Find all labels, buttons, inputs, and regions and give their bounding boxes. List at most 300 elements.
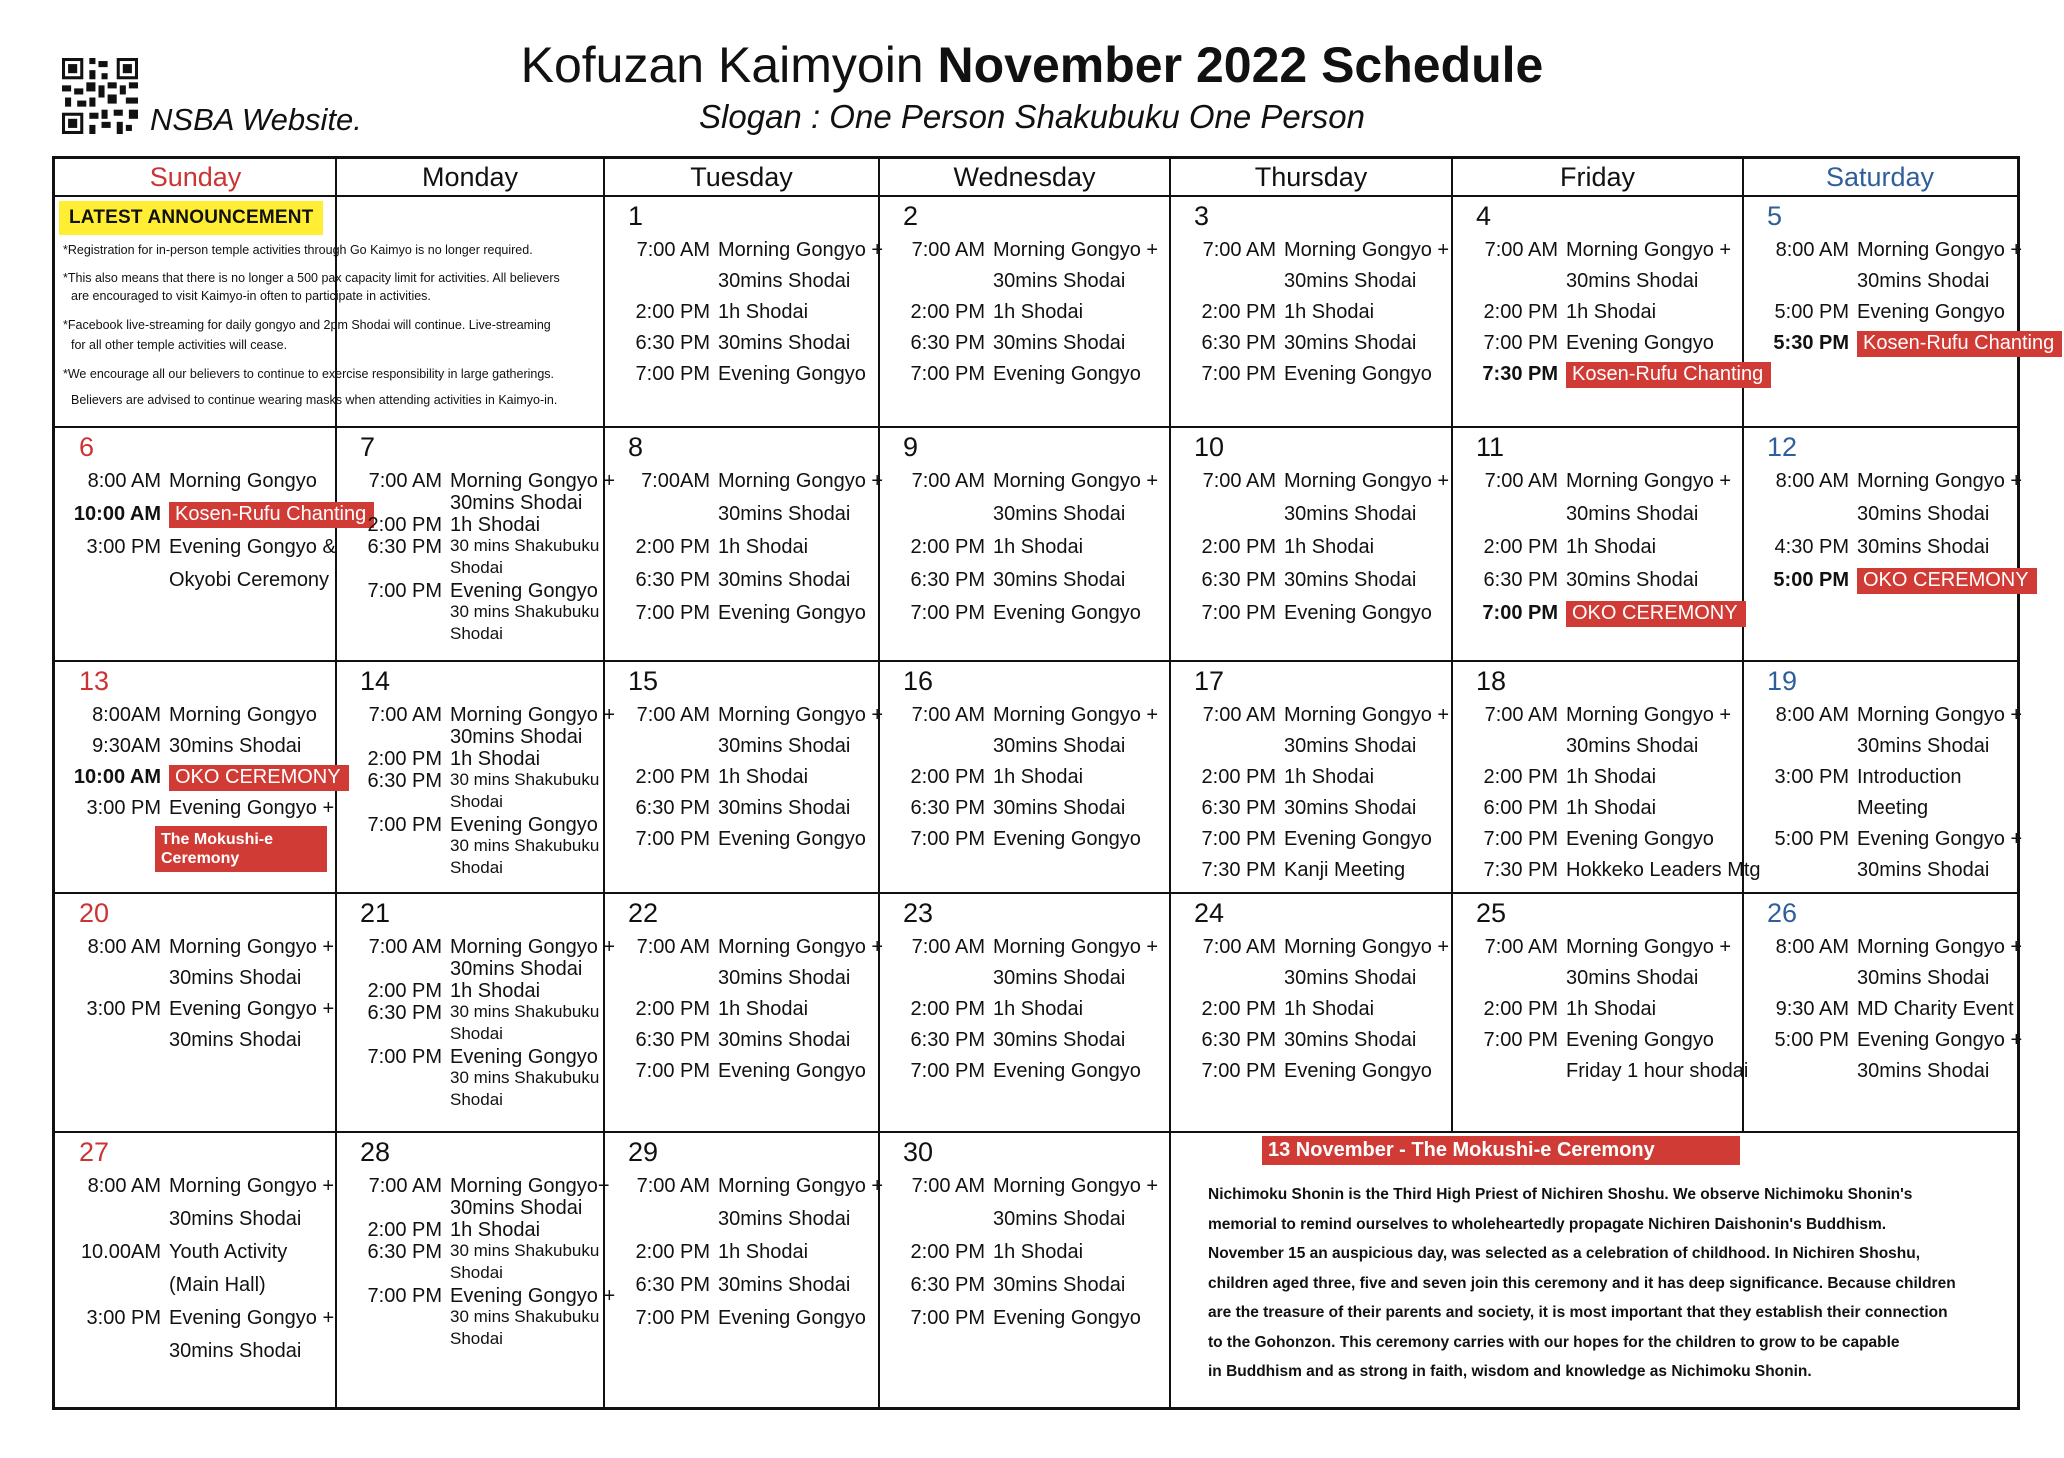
day-number: 26 (1767, 898, 1798, 928)
event-time: 3:00 PM (86, 998, 161, 1020)
event-time: 6:30 PM (635, 332, 710, 354)
event-description: 30mins Shodai (1284, 270, 1417, 292)
event-row (55, 936, 335, 966)
event-description: 1h Shodai (993, 536, 1084, 558)
event-row (1170, 301, 1451, 331)
day-cell-12[interactable] (1743, 428, 2029, 660)
day-number: 28 (360, 1137, 391, 1167)
event-row (1452, 332, 1742, 362)
event-time: 5:00 PM (1774, 828, 1849, 850)
event-highlight-badge (1857, 332, 2062, 355)
event-description: 30mins Shodai (993, 270, 1126, 292)
event-row (1170, 936, 1451, 966)
day-number: 16 (903, 666, 934, 696)
event-description: 1h Shodai (450, 980, 541, 1002)
day-cell-4[interactable] (1452, 197, 1764, 426)
event-time: 7:30 PM (1483, 859, 1558, 881)
title-bold: November 2022 Schedule (937, 37, 1544, 93)
event-time: 6:30 PM (1201, 797, 1276, 819)
event-row (879, 797, 1169, 827)
day-number: 2 (903, 201, 919, 231)
event-row (1452, 797, 1742, 827)
event-time: 7:00 AM (636, 704, 710, 726)
event-row (879, 1274, 1169, 1304)
event-description: Shodai (450, 1329, 503, 1348)
event-description: 30mins Shodai (1857, 270, 1990, 292)
paragraph-line: are the treasure of their parents and society, it is most important that they establish their connection (1208, 1304, 1948, 1321)
event-description: Evening Gongyo (1284, 363, 1432, 385)
event-description: 30mins Shodai (450, 958, 583, 980)
event-time: 7:00 AM (368, 936, 442, 958)
event-description: Morning Gongyo (169, 470, 317, 492)
weekday-header-row (55, 159, 2017, 197)
event-description: 30mins Shodai (1284, 735, 1417, 757)
event-description: Evening Gongyo (450, 580, 598, 602)
event-description: Evening Gongyo (993, 828, 1141, 850)
event-description: Meeting (1857, 797, 1929, 819)
event-description: 30mins Shodai (1857, 503, 1990, 525)
event-row (1452, 301, 1742, 331)
event-description: Morning Gongyo + (1566, 936, 1732, 958)
event-row (604, 936, 884, 966)
event-time: 7:00 AM (1484, 239, 1558, 261)
event-row (879, 1208, 1169, 1238)
event-time: 7:00 PM (635, 1307, 710, 1329)
event-description: 30mins Shodai (993, 967, 1126, 989)
event-time: 6:30 PM (1201, 1029, 1276, 1051)
event-time: 6:30 PM (1201, 569, 1276, 591)
day-cell-7[interactable] (336, 428, 616, 660)
event-description: 1h Shodai (450, 748, 541, 770)
event-time: 7:00 AM (368, 1175, 442, 1197)
event-time: 7:00 PM (1201, 602, 1276, 624)
event-row (879, 704, 1169, 734)
day-cell-28[interactable] (336, 1133, 616, 1407)
event-description: 30mins Shodai (993, 569, 1126, 591)
event-description: 1h Shodai (1566, 797, 1657, 819)
event-description: Morning Gongyo + (718, 1175, 884, 1197)
event-time: 7:00 PM (1483, 332, 1558, 354)
day-cell-25[interactable] (1452, 894, 1749, 1131)
event-time: 6:30 PM (635, 1029, 710, 1051)
event-time: 6:30 PM (910, 569, 985, 591)
event-description: Morning Gongyo + (1284, 704, 1450, 726)
event-description: MD Charity Event (1857, 998, 2014, 1020)
event-description: 30mins Shodai (718, 332, 851, 354)
event-row (1170, 967, 1451, 997)
day-cell-26[interactable] (1743, 894, 2023, 1131)
event-description: Evening Gongyo (450, 1046, 598, 1068)
event-time: 6:30 PM (910, 332, 985, 354)
event-row (55, 536, 335, 566)
weekday-thursday: Thursday (1254, 162, 1368, 192)
event-description: Evening Gongyo (1857, 301, 2005, 323)
event-description: Morning Gongyo + (1284, 239, 1450, 261)
event-description: Evening Gongyo (993, 1307, 1141, 1329)
event-time: 7:00 AM (1202, 936, 1276, 958)
event-row (336, 1090, 603, 1120)
event-description: 30mins Shodai (718, 270, 851, 292)
event-time: 3:00 PM (86, 797, 161, 819)
event-description: 1h Shodai (993, 766, 1084, 788)
event-time: 9:30 AM (1775, 998, 1849, 1020)
highlight-label: OKO CEREMONY (169, 765, 349, 791)
event-time: 8:00 AM (1775, 936, 1849, 958)
weekday-friday: Friday (1559, 162, 1635, 192)
event-row (1743, 998, 2017, 1028)
event-description: Evening Gongyo + (1857, 828, 2023, 850)
title-regular: Kofuzan Kaimyoin (520, 37, 924, 93)
event-row (55, 1208, 335, 1238)
event-description: 30mins Shodai (993, 735, 1126, 757)
event-time: 6:30 PM (910, 1274, 985, 1296)
highlight-label: Kosen-Rufu Chanting (169, 502, 374, 528)
event-description: 30 mins Shakubuku (450, 1002, 600, 1021)
day-cell-11[interactable] (1452, 428, 1742, 660)
day-cell-15[interactable] (604, 662, 884, 892)
event-time: 7:00 PM (1483, 828, 1558, 850)
event-description: 30mins Shodai (993, 797, 1126, 819)
day-number: 21 (360, 898, 391, 928)
event-row (1452, 828, 1742, 858)
day-cell-23[interactable] (879, 894, 1169, 1131)
event-description: Evening Gongyo (718, 602, 866, 624)
day-number: 20 (79, 898, 110, 928)
event-row (604, 569, 878, 599)
announcement-line: *This also means that there is no longer a 500 pax capacity limit for activities. All believers (63, 271, 560, 285)
event-row (1452, 998, 1742, 1028)
event-time: 7:00 AM (1484, 704, 1558, 726)
event-row (879, 536, 1169, 566)
event-description: 30mins Shodai (1284, 967, 1417, 989)
event-time: 2:00 PM (635, 998, 710, 1020)
day-cell-17[interactable] (1170, 662, 1451, 892)
day-number: 8 (628, 432, 644, 462)
event-time: 7:00 AM (636, 936, 710, 958)
day-cell-9[interactable] (879, 428, 1169, 660)
event-time: 2:00 PM (635, 1241, 710, 1263)
day-cell-1[interactable] (604, 197, 884, 426)
event-time: 8:00 AM (1775, 470, 1849, 492)
event-row (879, 332, 1169, 362)
event-row (1170, 1060, 1451, 1090)
event-row (1170, 569, 1451, 599)
paragraph-line: in Buddhism and as strong in faith, wisdom and knowledge as Nichimoku Shonin. (1208, 1363, 1812, 1380)
event-time: 2:00 PM (910, 998, 985, 1020)
event-description: Evening Gongyo + (169, 797, 335, 819)
event-time: 6:30 PM (1483, 569, 1558, 591)
event-row (879, 936, 1169, 966)
event-time: 7:00 PM (1483, 1029, 1558, 1051)
event-description: Morning Gongyo + (450, 704, 616, 726)
event-time: 5:00 PM (1774, 301, 1849, 323)
event-row (1452, 1060, 1749, 1090)
event-description: Morning Gongyo + (169, 1175, 335, 1197)
event-row (55, 1241, 335, 1271)
event-description: 30mins Shodai (1566, 569, 1699, 591)
event-description: Morning Gongyo + (169, 936, 335, 958)
event-description: 30mins Shodai (1566, 270, 1699, 292)
event-description: 30mins Shodai (718, 503, 851, 525)
event-description: 30mins Shodai (1857, 536, 1990, 558)
event-row (879, 503, 1169, 533)
day-number: 18 (1476, 666, 1507, 696)
event-row (1452, 1029, 1742, 1059)
day-cell-29[interactable] (604, 1133, 884, 1407)
mokushi-e-paragraph (1208, 1180, 1998, 1387)
day-cell-19[interactable] (1743, 662, 2023, 892)
event-description: 30mins Shodai (718, 967, 851, 989)
event-time: 8:00AM (92, 704, 161, 726)
event-row (1452, 503, 1742, 533)
event-description: Evening Gongyo (718, 1060, 866, 1082)
event-description: Evening Gongyo (1284, 828, 1432, 850)
event-description: Morning Gongyo + (1284, 470, 1450, 492)
day-cell-22[interactable] (604, 894, 884, 1131)
event-description: 30mins Shodai (450, 492, 583, 514)
event-row (879, 766, 1169, 796)
event-time: 5:00 PM (1773, 569, 1849, 591)
event-description: 1h Shodai (718, 998, 809, 1020)
event-row (879, 1175, 1169, 1205)
event-time: 2:00 PM (635, 301, 710, 323)
day-number: 5 (1767, 201, 1783, 231)
event-row (1170, 766, 1451, 796)
day-cell-2[interactable] (879, 197, 1169, 426)
event-description: 30mins Shodai (718, 1274, 851, 1296)
event-row (55, 1307, 335, 1337)
event-row (1170, 332, 1451, 362)
event-row (1170, 1029, 1451, 1059)
day-number: 24 (1194, 898, 1225, 928)
event-description: 30 mins Shakubuku (450, 1241, 600, 1260)
event-time: 7:00 AM (911, 470, 985, 492)
event-description: Morning Gongyo + (993, 704, 1159, 726)
event-time: 2:00 PM (1483, 766, 1558, 788)
event-row (1743, 470, 2023, 500)
event-time: 5:00 PM (1774, 1029, 1849, 1051)
event-time: 2:00 PM (367, 748, 442, 770)
event-description: Morning Gongyo + (993, 1175, 1159, 1197)
event-row (55, 569, 335, 599)
day-cell-5[interactable] (1743, 197, 2055, 426)
event-time: 7:00 PM (910, 1307, 985, 1329)
event-time: 7:00 AM (636, 239, 710, 261)
event-time: 7:00 PM (910, 828, 985, 850)
event-description: Morning Gongyo + (993, 239, 1159, 261)
event-time: 7:00 PM (367, 580, 442, 602)
event-time: 2:00 PM (1483, 536, 1558, 558)
event-row (55, 1340, 335, 1370)
event-description: Morning Gongyo + (1857, 470, 2023, 492)
event-description: Evening Gongyo (1284, 1060, 1432, 1082)
event-time: 8:00 AM (87, 1175, 161, 1197)
weekday-tuesday: Tuesday (690, 162, 793, 192)
event-description: 30mins Shodai (1284, 1029, 1417, 1051)
event-time: 3:00 PM (86, 536, 161, 558)
event-description: Morning Gongyo + (1857, 936, 2023, 958)
event-description: Okyobi Ceremony (169, 569, 330, 591)
event-time: 3:00 PM (86, 1307, 161, 1329)
event-row (879, 363, 1169, 393)
event-description: 1h Shodai (450, 1219, 541, 1241)
event-description: Morning Gongyo + (718, 470, 884, 492)
day-number: 6 (79, 432, 95, 462)
event-row (604, 1060, 878, 1090)
event-time: 2:00 PM (367, 980, 442, 1002)
event-time: 7:00 PM (635, 363, 710, 385)
event-row (55, 503, 367, 533)
event-row (604, 1029, 878, 1059)
event-description: Shodai (450, 558, 503, 577)
mokushi-e-title: 13 November - The Mokushi-e Ceremony (1262, 1136, 1740, 1165)
day-cell-14[interactable] (336, 662, 616, 892)
day-cell-18[interactable] (1452, 662, 1761, 892)
event-row (1452, 704, 1742, 734)
event-description: 30mins Shodai (718, 797, 851, 819)
day-cell-24[interactable] (1170, 894, 1451, 1131)
weekday-wednesday: Wednesday (953, 162, 1096, 192)
event-description: Evening Gongyo (1566, 828, 1714, 850)
event-row (604, 766, 878, 796)
event-description: Morning Gongyo (169, 704, 317, 726)
event-description: Evening Gongyo (718, 363, 866, 385)
event-row (604, 1274, 878, 1304)
day-cell-13[interactable] (55, 662, 341, 892)
event-time: 2:00 PM (1201, 998, 1276, 1020)
event-description: Morning Gongyo + (718, 704, 884, 726)
event-time: 5:30 PM (1773, 332, 1849, 354)
event-description: Evening Gongyo (1566, 332, 1714, 354)
event-row (1452, 936, 1742, 966)
event-row (879, 270, 1169, 300)
day-cell-8[interactable] (604, 428, 884, 660)
event-time: 7:00 AM (911, 1175, 985, 1197)
event-description: Morning Gongyo + (1566, 470, 1732, 492)
event-time: 6:30 PM (910, 797, 985, 819)
event-description: 1h Shodai (718, 1241, 809, 1263)
event-description: 30mins Shodai (1284, 569, 1417, 591)
event-description: 30 mins Shakubuku (450, 602, 600, 621)
event-description: 30mins Shodai (169, 967, 302, 989)
day-cell-16[interactable] (879, 662, 1169, 892)
event-time: 2:00 PM (367, 514, 442, 536)
event-description: 30mins Shodai (718, 569, 851, 591)
event-description: Morning Gongyo + (1857, 704, 2023, 726)
event-row (879, 569, 1169, 599)
event-row (1452, 569, 1742, 599)
mokushi-e-ceremony-badge: The Mokushi-e Ceremony (155, 826, 327, 872)
event-row (1743, 503, 2017, 533)
event-time: 7:30 PM (1201, 859, 1276, 881)
event-description: Evening Gongyo + (1857, 1029, 2023, 1051)
event-row (604, 470, 884, 500)
event-row (604, 503, 878, 533)
event-row (1452, 239, 1742, 269)
event-time: 2:00 PM (635, 766, 710, 788)
event-row (879, 470, 1169, 500)
day-cell-3[interactable] (1170, 197, 1451, 426)
event-description: Morning Gongyo + (450, 936, 616, 958)
day-cell-10[interactable] (1170, 428, 1451, 660)
event-row (604, 998, 878, 1028)
day-cell-6[interactable] (55, 428, 367, 660)
weekday-saturday: Saturday (1825, 162, 1935, 192)
event-description: 1h Shodai (1566, 301, 1657, 323)
day-cell-20[interactable] (55, 894, 335, 1131)
event-time: 7:00 AM (1202, 239, 1276, 261)
day-number: 7 (360, 432, 376, 462)
day-number: 27 (79, 1137, 110, 1167)
event-time: 7:00 AM (368, 704, 442, 726)
event-row (879, 735, 1169, 765)
event-description: 30mins Shodai (1857, 735, 1990, 757)
event-highlight-badge (169, 766, 349, 789)
day-cell-30[interactable] (879, 1133, 1169, 1407)
event-time: 8:00 AM (87, 470, 161, 492)
event-time: 7:00 PM (910, 602, 985, 624)
event-row (1743, 239, 2023, 269)
announcement-line: *Registration for in-person temple activities through Go Kaimyo is no longer required. (63, 243, 533, 257)
event-row (604, 1241, 878, 1271)
event-row (604, 1208, 878, 1238)
event-row (1743, 1060, 2017, 1090)
event-description: Introduction (1857, 766, 1962, 788)
event-row (55, 797, 335, 827)
event-row (1743, 766, 2017, 796)
event-time: 2:00 PM (910, 1241, 985, 1263)
event-time: 10.00AM (80, 1241, 161, 1263)
day-cell-21[interactable] (336, 894, 616, 1131)
event-description: 30mins Shodai (993, 503, 1126, 525)
event-row (1170, 363, 1451, 393)
event-description: Shodai (450, 792, 503, 811)
event-description: 30mins Shodai (169, 1340, 302, 1362)
event-time: 7:00 AM (911, 239, 985, 261)
event-description: Morning Gongyo + (993, 936, 1159, 958)
event-row (1170, 859, 1451, 889)
event-description: Evening Gongyo (993, 363, 1141, 385)
event-description: Evening Gongyo & (169, 536, 336, 558)
event-row (1743, 536, 2017, 566)
event-description: Evening Gongyo + (169, 998, 335, 1020)
event-row (879, 998, 1169, 1028)
slogan: Slogan : One Person Shakubuku One Person (699, 98, 1365, 135)
event-row (1452, 967, 1742, 997)
event-time: 8:00 AM (87, 936, 161, 958)
event-description: Morning Gongyo + (450, 470, 616, 492)
event-description: 1h Shodai (1566, 998, 1657, 1020)
event-description: 30mins Shodai (1284, 332, 1417, 354)
day-cell-27[interactable] (55, 1133, 335, 1407)
event-description: (Main Hall) (169, 1274, 266, 1296)
day-number: 3 (1194, 201, 1210, 231)
event-time: 7:00 PM (1482, 602, 1558, 624)
event-time: 7:00 PM (1201, 363, 1276, 385)
event-row (1743, 1029, 2023, 1059)
event-description: 1h Shodai (1284, 766, 1375, 788)
event-time: 10:00 AM (73, 766, 161, 788)
event-row (55, 704, 335, 734)
event-row (604, 332, 878, 362)
event-description: 30 mins Shakubuku (450, 770, 600, 789)
event-row (604, 735, 878, 765)
event-time: 7:00 PM (367, 814, 442, 836)
event-row (1170, 828, 1451, 858)
event-time: 6:00 PM (1483, 797, 1558, 819)
event-row (1170, 602, 1451, 632)
event-description: Shodai (450, 624, 503, 643)
